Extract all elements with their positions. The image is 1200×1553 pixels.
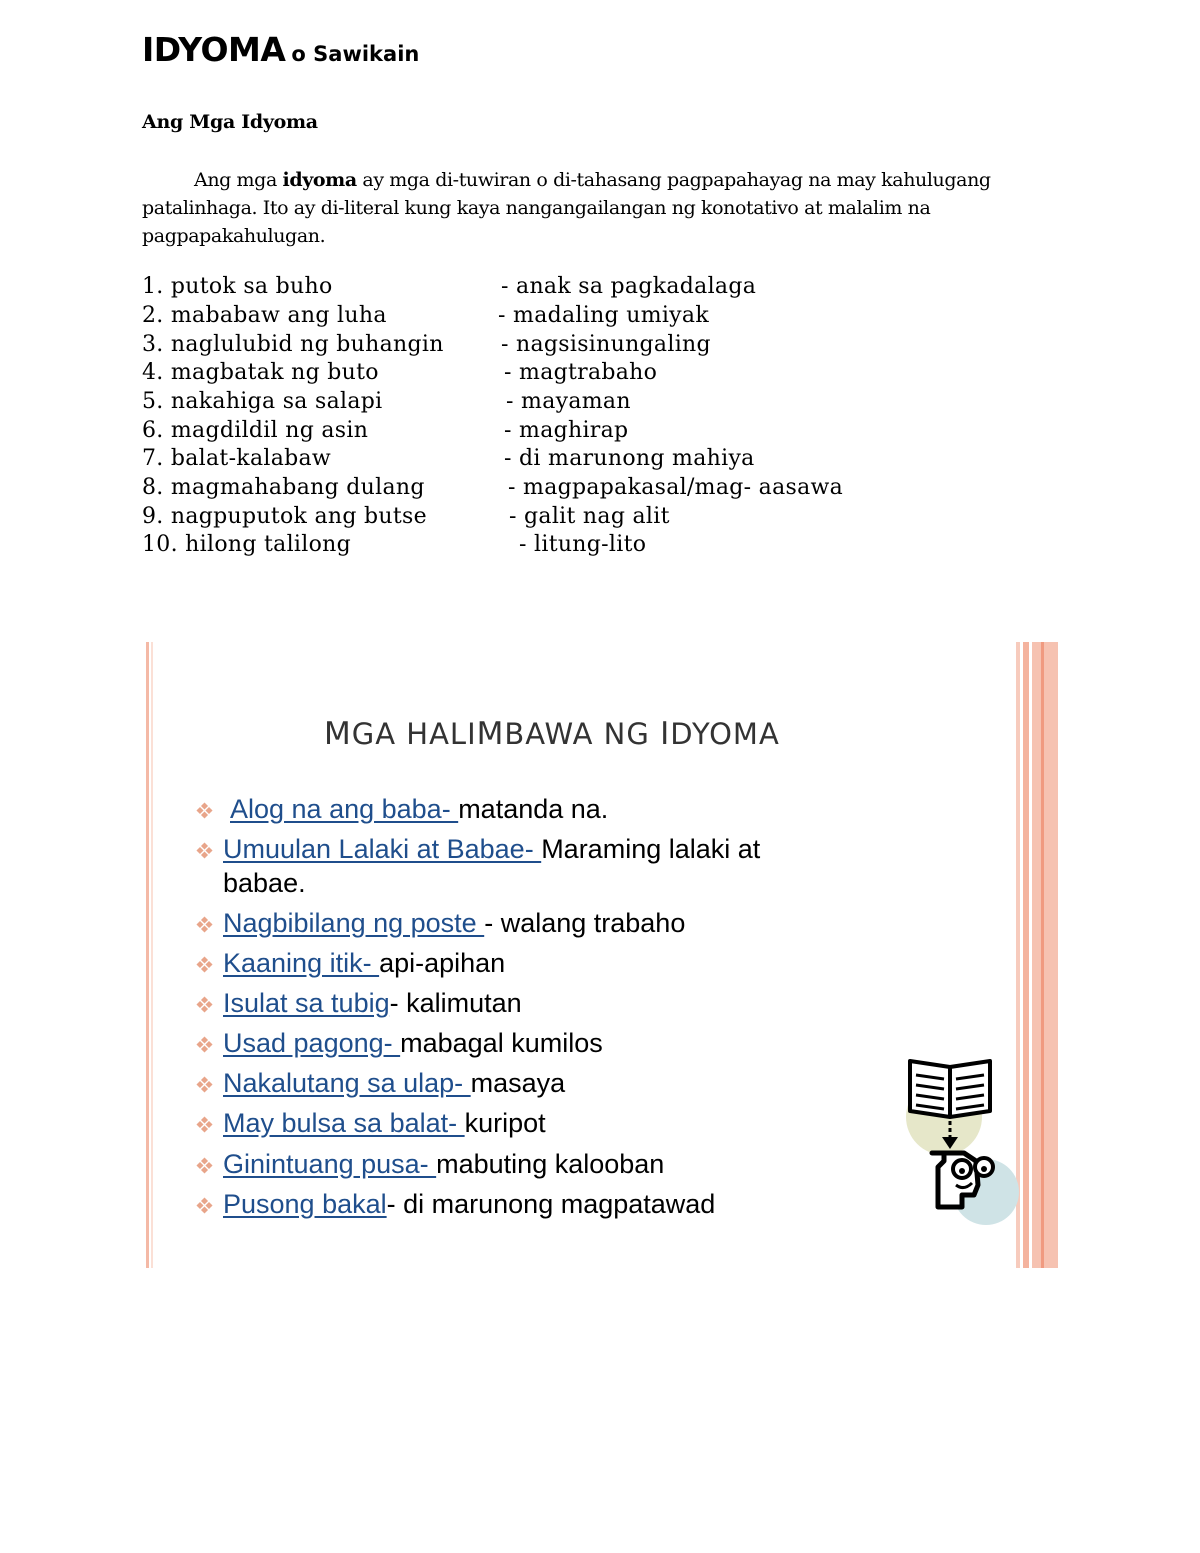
idiom-phrase-link[interactable]: Usad pagong- (223, 1028, 401, 1058)
idiom-meaning: - galit nag alit (509, 504, 670, 529)
idiom-term: 5. nakahiga sa salapi (142, 389, 383, 414)
idiom-meaning: - mayaman (506, 389, 631, 414)
para-after: ay mga di-tuwiran o di-tahasang pagpapahayag na may kahulugang patalinhaga. Ito ay di-literal kung kaya nangangailangan ng konotativo at malalim na pagpapakahulugan. (142, 169, 991, 247)
document-title (142, 30, 419, 69)
idiom-phrase-link[interactable]: Pusong bakal (223, 1189, 387, 1219)
idiom-term: 7. balat-kalabaw (142, 446, 332, 471)
idiom-example-meaning: - kalimutan (389, 988, 522, 1018)
idiom-example-meaning: masaya (470, 1068, 566, 1098)
idiom-meaning: - di marunong mahiya (504, 446, 755, 471)
para-bold-term: idyoma (282, 169, 357, 191)
idiom-example-meaning: - walang trabaho (484, 908, 686, 938)
idiom-term: 1. putok sa buho (142, 274, 333, 299)
diamond-bullet-icon (196, 1076, 214, 1094)
intro-paragraph (142, 166, 1022, 250)
diamond-bullet-icon (196, 1157, 214, 1175)
slide-title-part: BAWA NG (504, 717, 661, 751)
idiom-phrase-link[interactable]: May bulsa sa balat- (223, 1108, 465, 1138)
idiom-meaning: - anak sa pagkadalaga (501, 274, 757, 299)
idiom-example-meaning: matanda na. (458, 794, 609, 824)
slide-border-right (1032, 642, 1058, 1268)
idiom-term: 6. magdildil ng asin (142, 418, 369, 443)
slide-title-part: M (324, 716, 352, 752)
slide-border-left (146, 642, 149, 1268)
diamond-bullet-icon (196, 1036, 214, 1054)
idiom-meaning: - nagsisinungaling (501, 332, 711, 357)
slide-border-left-inner (151, 642, 153, 1268)
idiom-phrase-link[interactable]: Isulat sa tubig (223, 988, 390, 1018)
slide-title-part: DYOMA (670, 717, 780, 751)
para-before: Ang mga (194, 169, 283, 191)
title-sub: o Sawikain (291, 42, 420, 66)
title-main: IDYOMA (142, 30, 286, 69)
idiom-term: 3. naglulubid ng buhangin (142, 332, 444, 357)
idiom-phrase-link[interactable]: Umuulan Lalaki at Babae- (223, 834, 542, 864)
section-heading: Ang Mga Idyoma (142, 111, 318, 133)
diamond-bullet-icon (196, 916, 214, 934)
idiom-term: 4. magbatak ng buto (142, 360, 379, 385)
diamond-bullet-icon (196, 996, 214, 1014)
idiom-meaning: - magpapakasal/mag- aasawa (508, 475, 844, 500)
idiom-example-meaning: api-apihan (379, 948, 506, 978)
idiom-term: 10. hilong talilong (142, 532, 351, 557)
slide-title-part: GA HALI (351, 717, 477, 751)
diamond-bullet-icon (196, 802, 214, 820)
idiom-phrase-link[interactable]: Nagbibilang ng poste (223, 908, 485, 938)
slide-border-right (1023, 642, 1029, 1268)
slide-border-right (1041, 642, 1044, 1268)
slide-title (324, 716, 780, 752)
idiom-example-meaning: mabagal kumilos (400, 1028, 603, 1058)
slide-title-part: I (660, 716, 671, 752)
idiom-meaning: - maghirap (504, 418, 629, 443)
diamond-bullet-icon (196, 842, 214, 860)
idiom-example-meaning: mabuting kalooban (436, 1149, 665, 1179)
idiom-example-meaning: - di marunong magpatawad (386, 1189, 716, 1219)
idiom-meaning: - madaling umiyak (498, 303, 709, 328)
idiom-phrase-link[interactable]: Nakalutang sa ulap- (223, 1068, 471, 1098)
idiom-term: 8. magmahabang dulang (142, 475, 425, 500)
idiom-phrase-link[interactable]: Alog na ang baba- (230, 794, 459, 824)
slide-title-part: M (476, 716, 505, 752)
idiom-example-meaning: kuripot (464, 1108, 546, 1138)
diamond-bullet-icon (196, 1197, 214, 1215)
idiom-example-meaning: Maraming lalaki at babae. (223, 834, 761, 898)
diamond-bullet-icon (196, 956, 214, 974)
book-to-thinker-icon (904, 1057, 1019, 1227)
idiom-meaning: - magtrabaho (504, 360, 658, 385)
idiom-phrase-link[interactable]: Ginintuang pusa- (223, 1149, 437, 1179)
idiom-meaning: - litung-lito (519, 532, 647, 557)
idiom-phrase-link[interactable]: Kaaning itik- (223, 948, 380, 978)
idiom-term: 2. mababaw ang luha (142, 303, 387, 328)
idiom-term: 9. nagpuputok ang butse (142, 504, 427, 529)
diamond-bullet-icon (196, 1116, 214, 1134)
example-slide (146, 642, 1058, 1268)
